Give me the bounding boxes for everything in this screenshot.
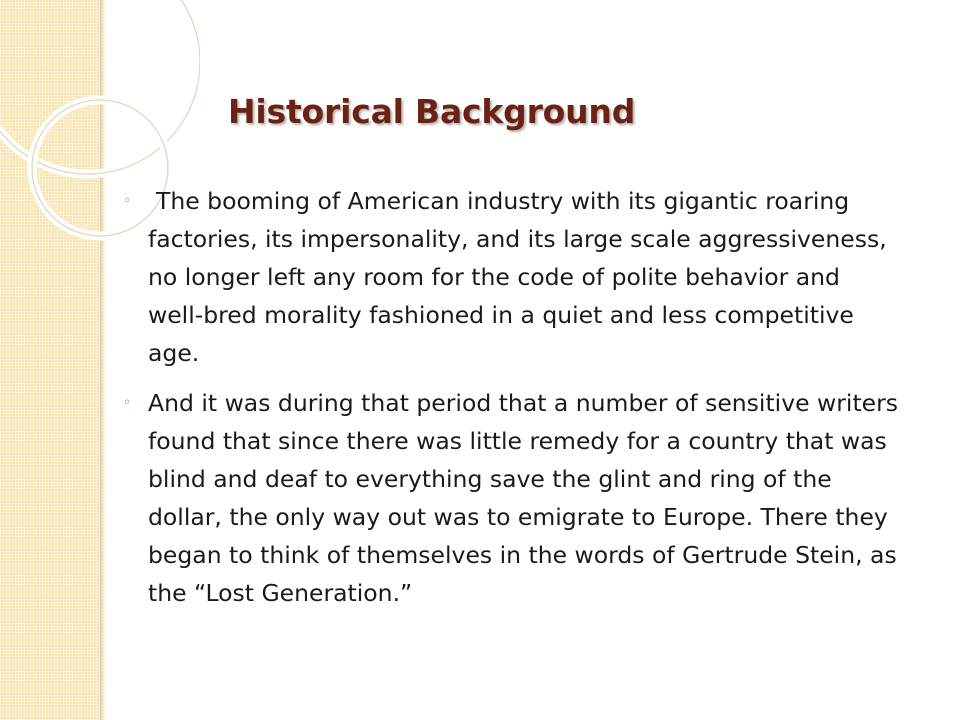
bullet-item-2 [118, 384, 898, 612]
bullet-marker-icon: ◦ [123, 395, 132, 411]
bullet-item-1 [118, 182, 898, 372]
bullet-text-2: And it was during that period that a number of sensitive writers found that since there was little remedy for a country that was blind and deaf to everything save the glint and ring of the dollar, the only way out was to emigrate to Europe. There they began to think of themselves in the words of Gertrude Stein, as the “Lost Generation.” [148, 389, 899, 607]
side-strip-edge [100, 0, 106, 720]
slide-title: Historical Background [228, 92, 636, 131]
bullet-text-1: The booming of American industry with its gigantic roaring factories, its impersonality, and its large scale aggressiveness, no longer left any room for the code of polite behavior and well-bred morality fashioned in a quiet and less competitive age. [148, 187, 887, 367]
bullet-marker-icon: ◦ [123, 193, 132, 209]
bullet-list [118, 182, 898, 624]
decorative-side-strip [0, 0, 100, 720]
